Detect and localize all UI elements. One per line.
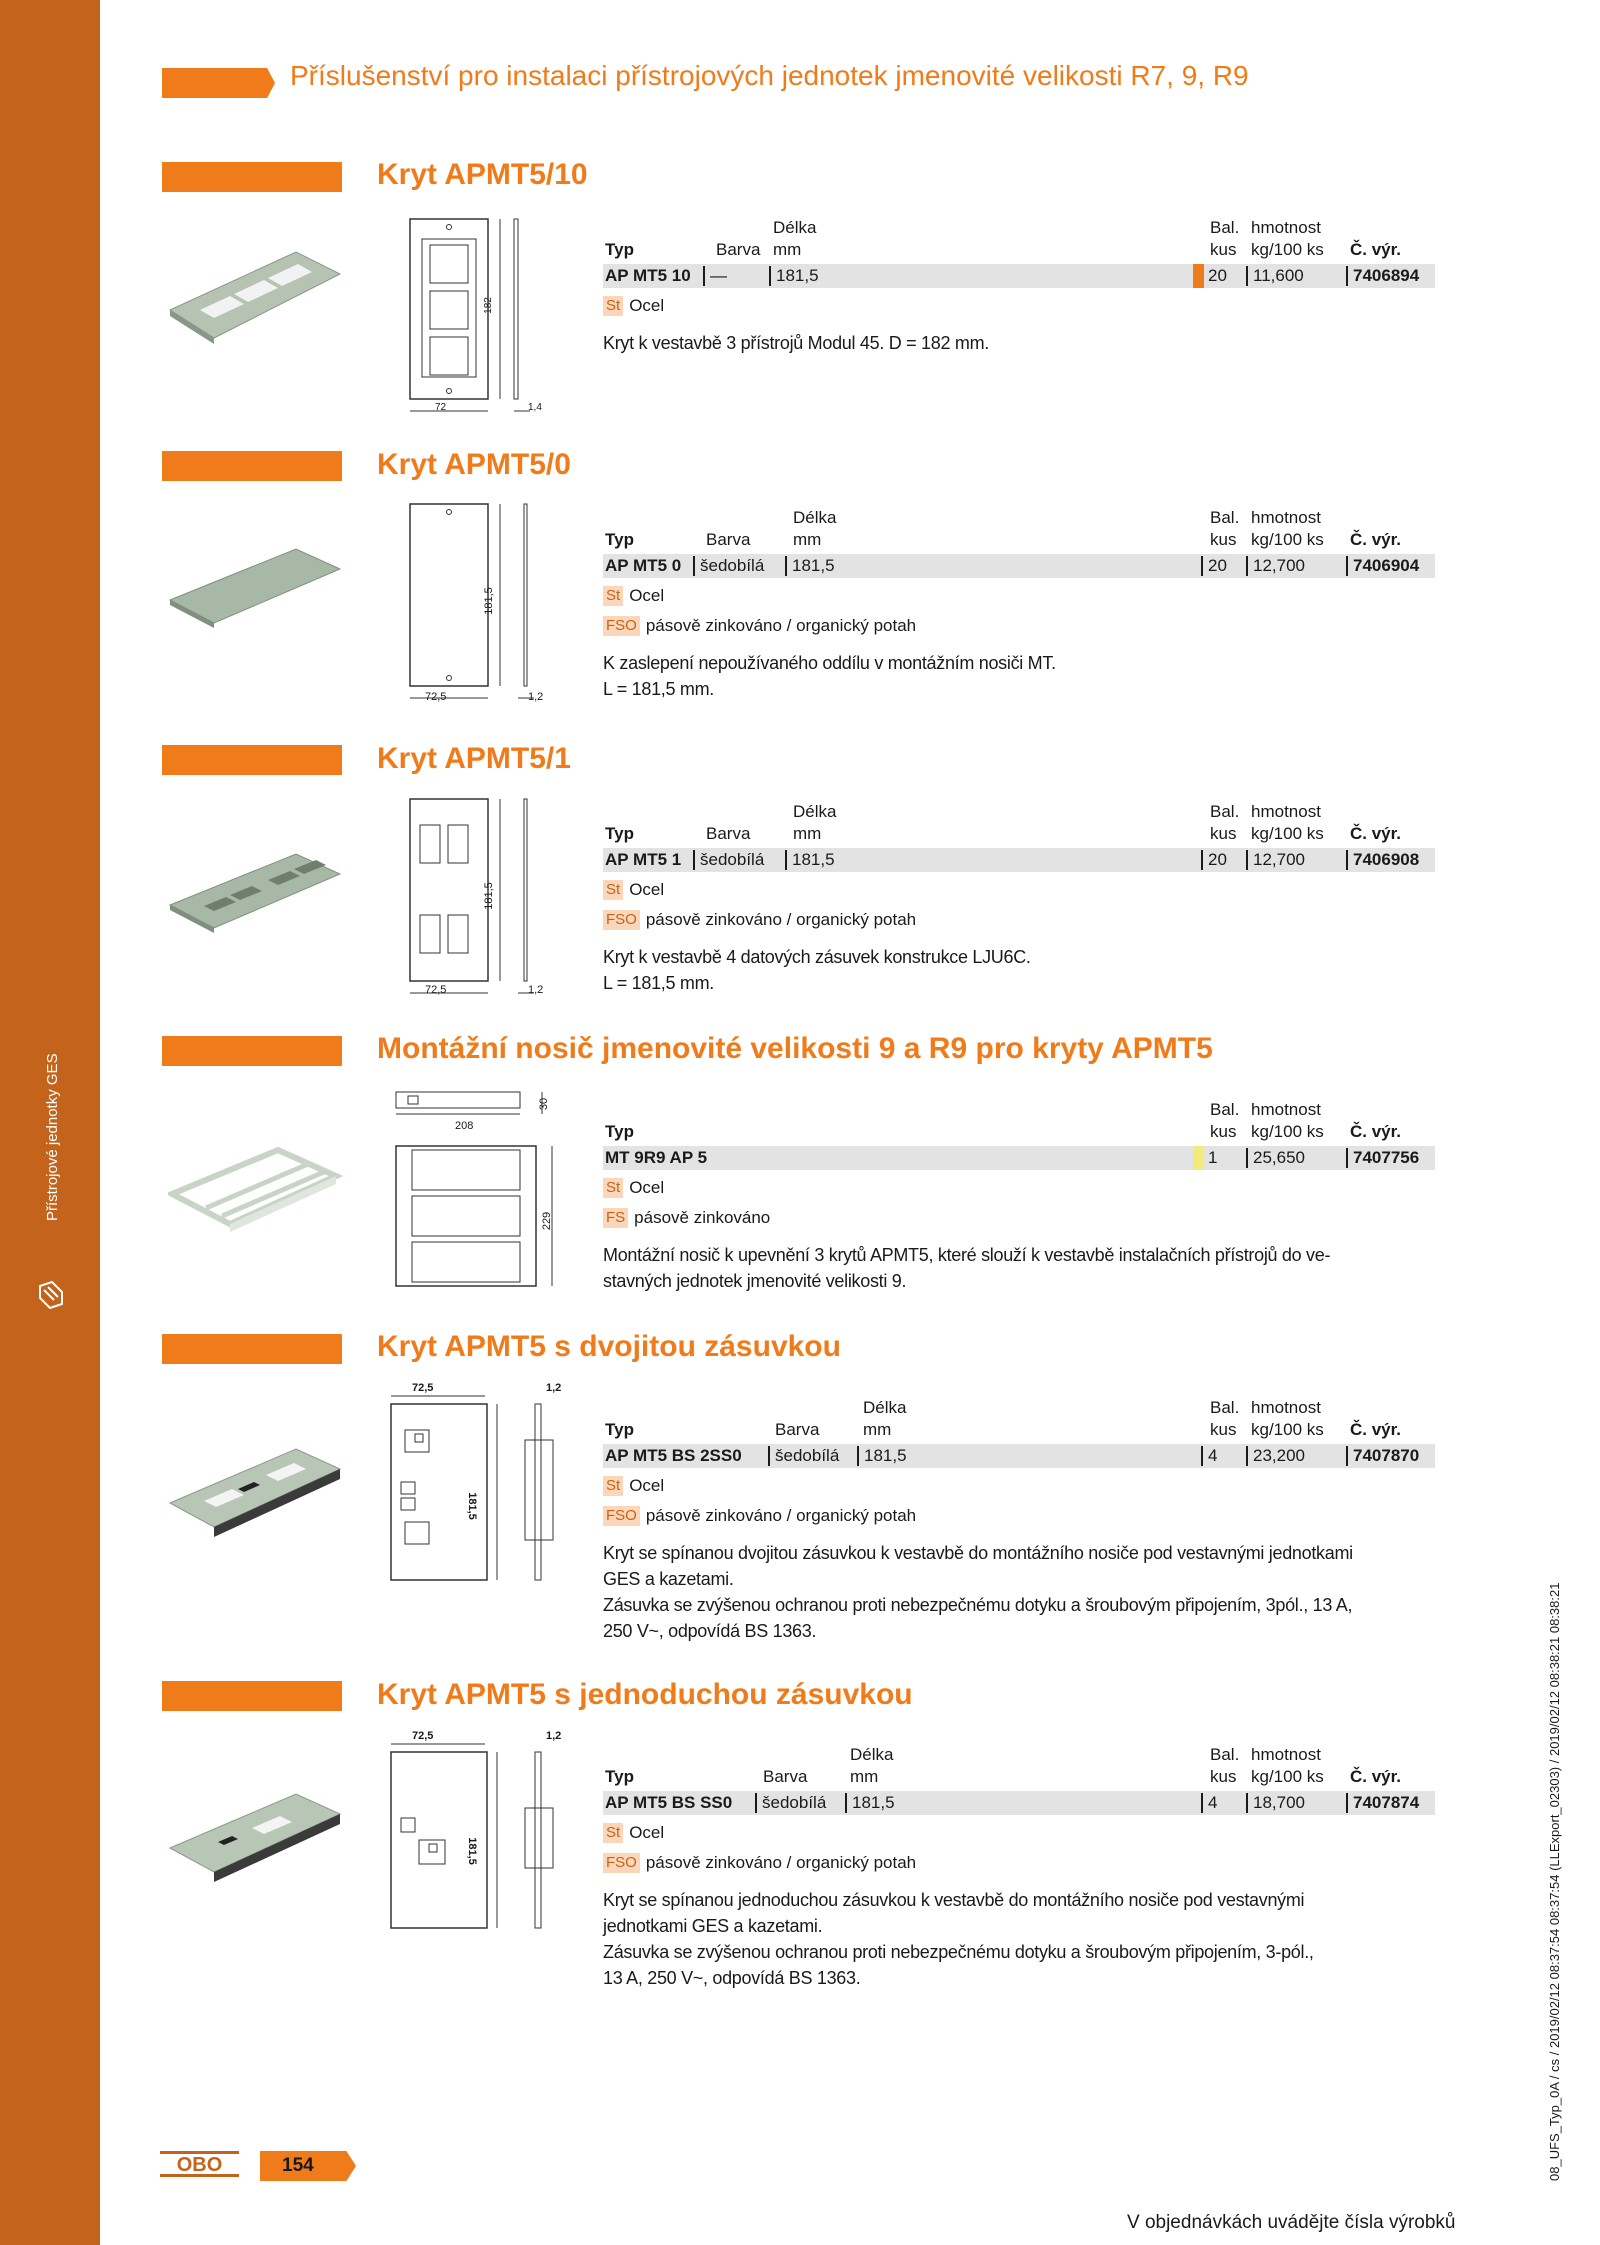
dim-width: 72,5: [425, 691, 447, 703]
material-tag: St: [603, 586, 623, 606]
product-description: Kryt k vestavbě 4 datových zásuvek konstrukce LJU6C. L = 181,5 mm.: [603, 947, 1031, 993]
product-table: [603, 802, 1435, 996]
dim-height: 181,5: [465, 1837, 478, 1865]
material-line: FSO pásově zinkováno / organický potah: [603, 1853, 1435, 1875]
material-line: St Ocel: [603, 880, 1435, 902]
table-header: Délka Bal. hmotnost Typ Barva mm kus kg/100 ks Č. výr.: [605, 1745, 1402, 1786]
table-row: MT 9R9 AP 5 1 25,650 7407756: [603, 1146, 1435, 1170]
dim-thickness: 1,2: [528, 984, 544, 996]
svg-text:OBO: OBO: [176, 2154, 223, 2176]
dim-width: 72: [435, 402, 447, 413]
dim-thickness: 1,2: [528, 691, 544, 703]
material-tag: FSO: [603, 1853, 640, 1873]
product-photo: [168, 1445, 343, 1545]
material-line: St Ocel: [603, 1178, 1435, 1200]
section-title: Kryt APMT5 s jednoduchou zásuvkou: [377, 1678, 913, 1711]
dim-thickness: 30: [538, 1097, 551, 1111]
section-title: Kryt APMT5/0: [377, 448, 571, 481]
product-photo: [168, 850, 343, 940]
product-description: Montážní nosič k upevnění 3 krytů APMT5, které slouží k vestavbě instalačních přístrojů do ve- stavných jednotek jmenovité velikosti 9.: [603, 1245, 1331, 1291]
material-tag: FSO: [603, 910, 640, 930]
material-line: St Ocel: [603, 586, 1435, 608]
product-table: [603, 1398, 1435, 1644]
product-description: Kryt k vestavbě 3 přístrojů Modul 45. D = 182 mm.: [603, 333, 989, 353]
product-table: [603, 218, 1435, 356]
sidebar-label: [44, 1207, 58, 1221]
print-metadata: 08_UFS_Typ_0A / cs / 2019/02/12 08:37:54 08:37:54 (LLExport_02303) / 2019/02/12 08:38:21 08:38:21: [1547, 1582, 1562, 2181]
table-row: AP MT5 BS 2SS0 šedobílá 181,5 4 23,200 7407870: [603, 1444, 1435, 1468]
table-row: AP MT5 BS SS0 šedobílá 181,5 4 18,700 7407874: [603, 1791, 1435, 1815]
dimension-drawing: [400, 215, 560, 420]
table-row: AP MT5 0 šedobílá 181,5 20 12,700 7406904: [603, 554, 1435, 578]
table-header: Délka Bal. hmotnost Typ Barva mm kus kg/100 ks Č. výr.: [605, 508, 1402, 549]
dim-height: 181,5: [465, 1492, 478, 1520]
dimension-drawing: [385, 1390, 565, 1590]
section-bar: [162, 1334, 342, 1364]
dim-thickness: 1,4: [528, 402, 542, 413]
material-tag: St: [603, 1823, 623, 1843]
product-description: Kryt se spínanou dvojitou zásuvkou k vestavbě do montážního nosiče pod vestavnými jednotkami GES a kazetami. Zásuvka se zvýšenou ochranou proti nebezpečnému dotyku a šroubovým připojením, 3pól., 13 A, 250 V~, odpovídá BS 1363.: [603, 1543, 1353, 1641]
dimension-drawing: [400, 795, 560, 1000]
table-header: Délka Bal. hmotnost Typ Barva mm kus kg/100 ks Č. výr.: [605, 218, 1402, 259]
section-bar: [162, 1681, 342, 1711]
dim-width: 72,5: [412, 1730, 434, 1742]
material-tag: St: [603, 1178, 623, 1198]
material-line: St Ocel: [603, 1476, 1435, 1498]
product-photo: [168, 1790, 343, 1890]
material-line: St Ocel: [603, 1823, 1435, 1845]
table-header: Délka Bal. hmotnost Typ Barva mm kus kg/100 ks Č. výr.: [605, 1398, 1402, 1439]
section-bar: [162, 1036, 342, 1066]
material-line: FSO pásově zinkováno / organický potah: [603, 616, 1435, 638]
material-tag: FS: [603, 1208, 628, 1228]
section-bar: [162, 162, 342, 192]
material-tag: FSO: [603, 616, 640, 636]
product-table: [603, 1745, 1435, 1991]
product-description: K zaslepení nepoužívaného oddílu v montážním nosiči MT. L = 181,5 mm.: [603, 653, 1056, 699]
dimension-drawing: [400, 500, 560, 705]
dim-width: 72,5: [412, 1382, 434, 1394]
material-line: FSO pásově zinkováno / organický potah: [603, 910, 1435, 932]
table-header: Bal. hmotnost Typ kus kg/100 ks Č. výr.: [605, 1100, 1402, 1141]
dim-height: 229: [541, 1211, 554, 1231]
material-tag: St: [603, 296, 623, 316]
dim-height: 181,5: [482, 882, 495, 910]
product-table: [603, 1100, 1435, 1294]
material-line: St Ocel: [603, 296, 1435, 318]
dimension-drawing: [392, 1088, 572, 1298]
footer-note: V objednávkách uvádějte čísla výrobků: [1127, 2212, 1456, 2233]
dim-height: 182: [482, 297, 494, 314]
section-title: Montážní nosič jmenovité velikosti 9 a R9 pro kryty APMT5: [377, 1032, 1213, 1065]
section-title: Kryt APMT5 s dvojitou zásuvkou: [377, 1330, 841, 1363]
dim-width: 208: [455, 1120, 474, 1132]
section-bar: [162, 451, 342, 481]
dim-width: 72,5: [425, 984, 447, 996]
dim-height: 181,5: [482, 587, 495, 615]
header-arrow: [162, 68, 275, 98]
section-title: Kryt APMT5/1: [377, 742, 571, 775]
page-number: 154: [282, 2155, 314, 2176]
material-line: FS pásově zinkováno: [603, 1208, 1435, 1230]
material-tag: St: [603, 1476, 623, 1496]
product-photo: [168, 545, 343, 635]
product-photo: [168, 248, 343, 358]
ges-unit-icon: [34, 1278, 68, 1312]
section-bar: [162, 745, 342, 775]
availability-marker: [1193, 1146, 1204, 1170]
dim-thickness: 1,2: [546, 1730, 562, 1742]
product-description: Kryt se spínanou jednoduchou zásuvkou k vestavbě do montážního nosiče pod vestavnými jednotkami GES a kazetami. Zásuvka se zvýšenou ochranou proti nebezpečnému dotyku a šroubovým připojením, 3-pól., 13 A, 250 V~, odpovídá BS 1363.: [603, 1890, 1314, 1988]
product-photo: [168, 1140, 343, 1240]
page-title: Příslušenství pro instalaci přístrojových jednotek jmenovité velikosti R7, 9, R9: [290, 60, 1249, 91]
obo-logo: [160, 2151, 239, 2177]
material-line: FSO pásově zinkováno / organický potah: [603, 1506, 1435, 1528]
availability-marker: [1193, 264, 1204, 288]
product-table: [603, 508, 1435, 702]
section-title: Kryt APMT5/10: [377, 158, 588, 191]
material-tag: FSO: [603, 1506, 640, 1526]
table-header: Délka Bal. hmotnost Typ Barva mm kus kg/100 ks Č. výr.: [605, 802, 1402, 843]
dim-thickness: 1,2: [546, 1382, 562, 1394]
table-row: AP MT5 10 — 181,5 20 11,600 7406894: [603, 264, 1435, 288]
material-tag: St: [603, 880, 623, 900]
table-row: AP MT5 1 šedobílá 181,5 20 12,700 7406908: [603, 848, 1435, 872]
